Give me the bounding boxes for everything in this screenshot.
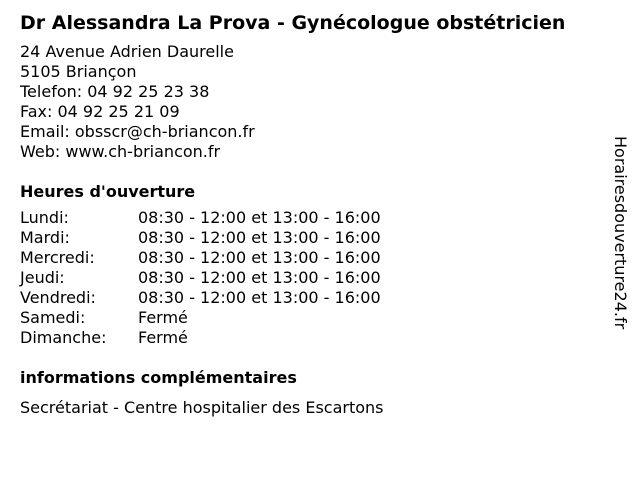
day-label: Lundi: bbox=[20, 208, 69, 227]
address-block bbox=[20, 42, 610, 162]
day-label: Dimanche: bbox=[20, 328, 107, 347]
day-label: Mardi: bbox=[20, 228, 70, 247]
day-hours: 08:30 - 12:00 et 13:00 - 16:00 bbox=[138, 228, 381, 247]
fax-line: Fax: 04 92 25 21 09 bbox=[20, 102, 180, 121]
day-label: Jeudi: bbox=[20, 268, 65, 287]
table-row bbox=[20, 328, 381, 348]
day-hours: Fermé bbox=[138, 308, 188, 327]
day-hours: 08:30 - 12:00 et 13:00 - 16:00 bbox=[138, 268, 381, 287]
table-row bbox=[20, 228, 381, 248]
table-row bbox=[20, 288, 381, 308]
day-label: Mercredi: bbox=[20, 248, 95, 267]
day-label: Samedi: bbox=[20, 308, 86, 327]
day-label: Vendredi: bbox=[20, 288, 96, 307]
hours-heading: Heures d'ouverture bbox=[20, 182, 196, 201]
email-line: Email: obsscr@ch-briancon.fr bbox=[20, 122, 255, 141]
table-row bbox=[20, 208, 381, 228]
extra-info-heading: informations complémentaires bbox=[20, 368, 297, 387]
table-row bbox=[20, 308, 381, 328]
table-row bbox=[20, 268, 381, 288]
business-card bbox=[20, 10, 610, 418]
phone-line: Telefon: 04 92 25 23 38 bbox=[20, 82, 210, 101]
city-line: 5105 Briançon bbox=[20, 62, 137, 81]
street-address: 24 Avenue Adrien Daurelle bbox=[20, 42, 234, 61]
extra-info-text: Secrétariat - Centre hospitalier des Escartons bbox=[20, 398, 384, 417]
day-hours: 08:30 - 12:00 et 13:00 - 16:00 bbox=[138, 208, 381, 227]
day-hours: 08:30 - 12:00 et 13:00 - 16:00 bbox=[138, 288, 381, 307]
page-title: Dr Alessandra La Prova - Gynécologue obstétricien bbox=[20, 12, 566, 34]
site-watermark: Horairesdouverture24.fr bbox=[611, 136, 630, 330]
opening-hours-table bbox=[20, 208, 381, 348]
web-line: Web: www.ch-briancon.fr bbox=[20, 142, 221, 161]
day-hours: 08:30 - 12:00 et 13:00 - 16:00 bbox=[138, 248, 381, 267]
table-row bbox=[20, 248, 381, 268]
day-hours: Fermé bbox=[138, 328, 188, 347]
